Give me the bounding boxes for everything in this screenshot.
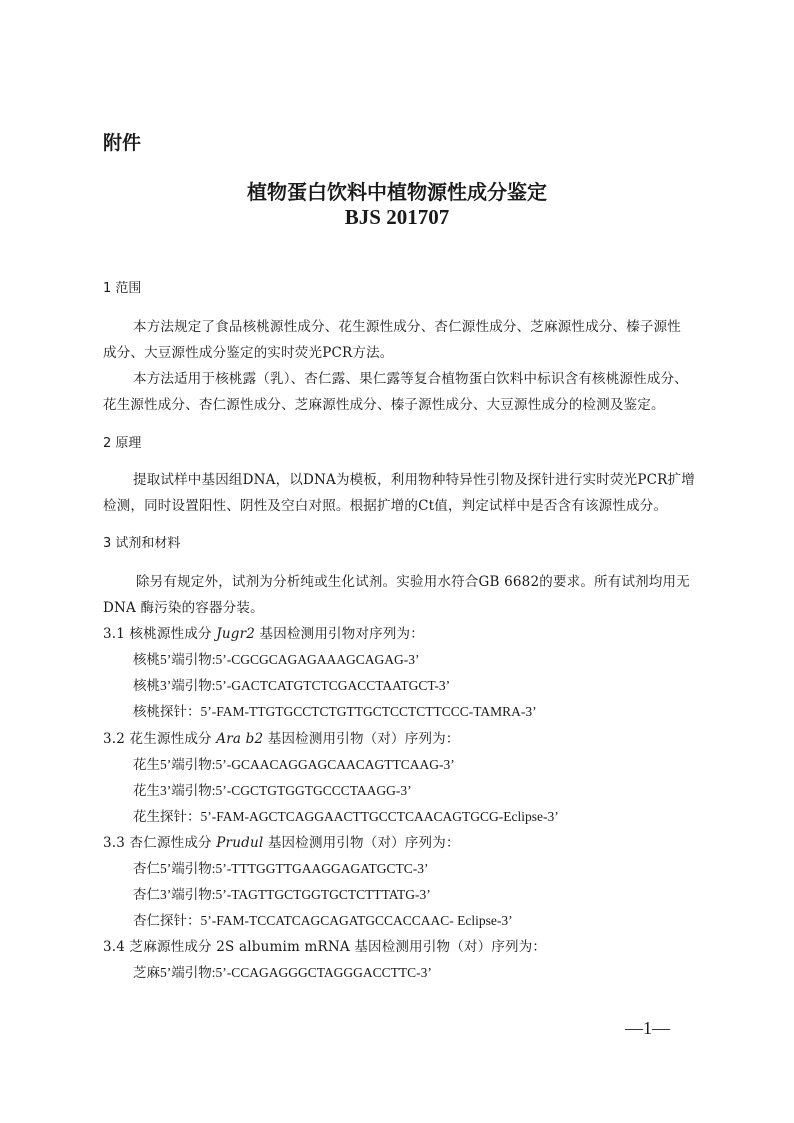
section-2-heading: 2 原理 <box>103 436 142 451</box>
document-code: BJS 201707 <box>344 205 450 229</box>
primer-line: 杏仁3’端引物:5’-TAGTTGCTGGTGCTCTTTATG-3’ <box>133 887 431 902</box>
paragraph-line: 本方法适用于核桃露（乳）、杏仁露、果仁露等复合植物蛋白饮料中标识含有核桃源性成分、 <box>133 371 688 387</box>
paragraph-line: 本方法规定了食品核桃源性成分、花生源性成分、杏仁源性成分、芝麻源性成分、榛子源性 <box>133 319 681 335</box>
probe-line: 核桃探针：5’-FAM-TTGTGCCTCTGTTGCTCCTCTTCCC-TAMRA-3’ <box>133 704 537 719</box>
primer-line: 核桃3’端引物:5’-GACTCATGTCTCGACCTAATGCT-3’ <box>133 678 451 693</box>
probe-line: 花生探针：5’-FAM-AGCTCAGGAACTTGCCTCAACAGTGCG-Eclipse-3’ <box>133 809 559 824</box>
primer-line: 花生5’端引物:5’-GCAACAGGAGCAACAGTTCAAG-3’ <box>133 757 455 772</box>
page-number: —1— <box>625 1018 670 1038</box>
document-title: 植物蛋白饮料中植物源性成分鉴定 <box>247 180 547 204</box>
gene-name: Jugr2 <box>216 626 256 642</box>
subsection-3-3: 3.3 杏仁源性成分 Prudul 基因检测用引物（对）序列为： <box>103 835 460 851</box>
subsection-3-2: 3.2 花生源性成分 Ara b2 基因检测用引物（对）序列为： <box>103 731 460 747</box>
subsection-3-4: 3.4 芝麻源性成分 2S albumim mRNA 基因检测用引物（对）序列为： <box>103 939 547 955</box>
primer-line: 花生3’端引物:5’-CGCTGTGGTGCCCTAAGG-3’ <box>133 783 412 798</box>
primer-line: 芝麻5’端引物:5’-CCAGAGGGCTAGGGACCTTC-3’ <box>133 965 432 980</box>
paragraph-line: DNA 酶污染的容器分装。 <box>103 600 264 616</box>
paragraph-line: 提取试样中基因组DNA，以DNA为模板，利用物种特异性引物及探针进行实时荧光PCR扩增 <box>133 472 695 488</box>
primer-line: 核桃5’端引物:5’-CGCGCAGAGAAAGCAGAG-3’ <box>133 652 420 667</box>
paragraph-line: 检测，同时设置阳性、阴性及空白对照。根据扩增的Ct值，判定试样中是否含有该源性成分。 <box>103 498 668 514</box>
annex-label: 附件 <box>103 132 142 154</box>
section-1-heading: 1 范围 <box>103 281 142 296</box>
gene-name: Prudul <box>216 835 264 851</box>
probe-line: 杏仁探针：5’-FAM-TCCATCAGCAGATGCCACCAAC- Eclipse-3’ <box>133 913 513 928</box>
subsection-3-1: 3.1 核桃源性成分 Jugr2 基因检测用引物对序列为： <box>103 626 424 642</box>
gene-name: Ara b2 <box>216 731 264 747</box>
section-3-heading: 3 试剂和材料 <box>103 536 181 551</box>
paragraph-line: 成分、大豆源性成分鉴定的实时荧光PCR方法。 <box>103 345 394 361</box>
paragraph-line: 除另有规定外，试剂为分析纯或生化试剂。实验用水符合GB 6682的要求。所有试剂均用无 <box>136 574 690 590</box>
paragraph-line: 花生源性成分、杏仁源性成分、芝麻源性成分、榛子源性成分、大豆源性成分的检测及鉴定。 <box>103 397 665 413</box>
primer-line: 杏仁5’端引物:5’-TTTGGTTGAAGGAGATGCTC-3’ <box>133 861 429 876</box>
